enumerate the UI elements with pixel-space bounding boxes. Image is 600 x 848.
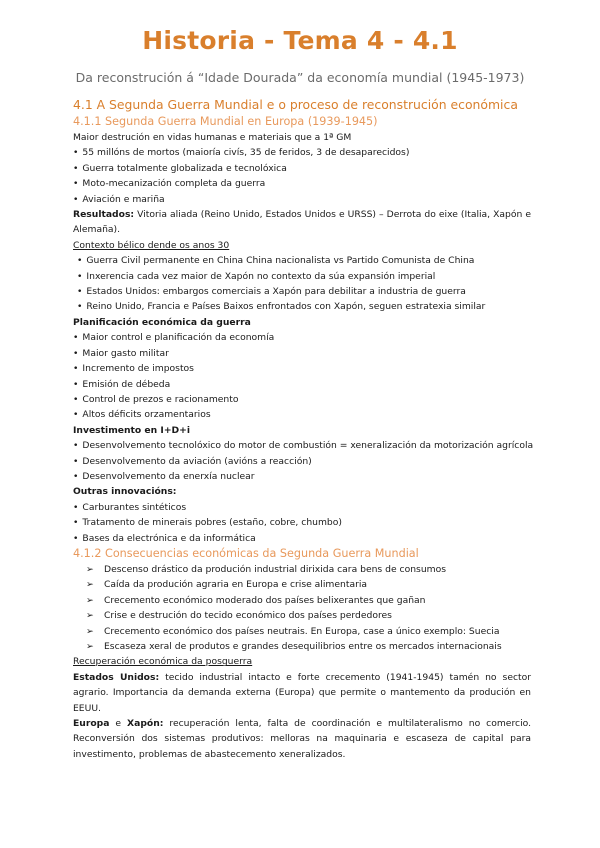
planning-heading: Planificación económica da guerra: [73, 316, 251, 328]
context-heading: Contexto bélico dende os anos 30: [73, 239, 230, 251]
japan-label: Xapón:: [127, 718, 164, 730]
arrow-bullet-icon: ➢: [86, 625, 94, 637]
arrow-bullet-icon: ➢: [86, 641, 94, 652]
list-item: • Incremento de impostos: [73, 361, 531, 376]
list-item: • Guerra Civil permanente en China China nacionalista vs Partido Comunista de China: [73, 253, 531, 268]
europe-and: e: [115, 718, 122, 730]
arrow-bullet-icon: ➢: [86, 610, 94, 622]
list-item: • Tratamento de minerais pobres (estaño, cobre, chumbo): [73, 515, 531, 530]
intro-text: Maior destrución en vidas humanas e materiais que a 1ª GM: [73, 132, 352, 143]
results-text: Vitoria aliada (Reino Unido, Estados Unidos e URSS) – Derrota do eixe (Italia, Xapón e Alemaña).: [73, 209, 531, 236]
usa-paragraph: [73, 670, 531, 716]
rd-heading: Investimento en I+D+i: [73, 424, 190, 436]
arrow-list-item: ➢ Descenso drástico da produción industrial dirixida cara bens de consumos: [73, 562, 531, 577]
results-label: Resultados:: [73, 209, 135, 221]
list-item: • Carburantes sintéticos: [73, 500, 531, 515]
list-item: • Maior gasto militar: [73, 346, 531, 361]
list-item: • Estados Unidos: embargos comerciais a Xapón para debilitar a industria de guerra: [73, 284, 531, 299]
usa-label: Estados Unidos:: [73, 671, 160, 683]
list-item: • Moto-mecanización completa da guerra: [73, 176, 531, 191]
usa-text: tecido industrial intacto e forte crecemento (1941-1945) tamén no sector agrario. Importancia da demanda externa (Europa) que permite o mantemento da produción en EEUU.: [73, 671, 532, 714]
arrow-bullet-icon: ➢: [86, 563, 94, 575]
list-item: • Desenvolvemento tecnolóxico do motor de combustión = xeneralización da motorización agrícola: [73, 438, 531, 453]
arrow-bullet-icon: ➢: [86, 594, 94, 606]
europe-paragraph: [73, 716, 531, 762]
recovery-heading: Recuperación económica da posguerra: [73, 656, 253, 668]
arrow-bullet-icon: ➢: [86, 579, 94, 591]
list-item: • Maior control e planificación da economía: [73, 330, 531, 345]
arrow-list-item: ➢ Crecemento económico moderado dos países belixerantes que gañan: [73, 593, 531, 608]
arrow-list-item: ➢ Escaseza xeral de produtos e grandes desequilibrios entre os mercados internacionais: [73, 639, 531, 654]
document-body: [73, 96, 534, 762]
document-subtitle: Da reconstrución á “Idade Dourada” da economía mundial (1945-1973): [75, 70, 525, 85]
section-heading-4-1: 4.1 A Segunda Guerra Mundial e o proceso de reconstrución económica: [73, 97, 518, 112]
list-item: • Guerra totalmente globalizada e tecnolóxica: [73, 161, 531, 176]
list-item: • Emisión de débeda: [73, 377, 531, 392]
innovations-heading: Outras innovacións:: [73, 486, 177, 498]
arrow-list-item: ➢ Crecemento económico dos países neutrais. En Europa, case a único exemplo: Suecia: [73, 624, 531, 639]
list-item: • Desenvolvemento da aviación (avións a reacción): [73, 454, 531, 469]
results-paragraph: [73, 207, 531, 238]
arrow-list-item: ➢ Crise e destrución do tecido económico dos países perdedores: [73, 608, 531, 623]
list-item: • Reino Unido, Francia e Países Baixos enfrontados con Xapón, seguen estratexia similar: [73, 299, 531, 314]
list-item: • Desenvolvemento da enerxía nuclear: [73, 469, 531, 484]
list-item: • Aviación e mariña: [73, 192, 531, 207]
arrow-list-item: ➢ Caída da produción agraria en Europa e crise alimentaria: [73, 577, 531, 592]
list-item: • 55 millóns de mortos (maioría civís, 35 de feridos, 3 de desaparecidos): [73, 145, 531, 160]
list-item: • Inxerencia cada vez maior de Xapón no contexto da súa expansión imperial: [73, 269, 531, 284]
list-item: • Bases da electrónica e da informática: [73, 531, 531, 546]
europe-text: recuperación lenta, falta de coordinación e multilateralismo no comercio. Reconversión dos sistemas produtivos: melloras na maquinaria e escaseza de capital para investimento, problemas de abastecemento xeneralizados.: [73, 718, 531, 760]
europe-label: Europa: [73, 718, 110, 730]
list-item: • Altos déficits orzamentarios: [73, 407, 531, 422]
list-item: • Control de prezos e racionamento: [73, 392, 531, 407]
document-title: Historia - Tema 4 - 4.1: [142, 26, 458, 55]
section-heading-4-1-1: 4.1.1 Segunda Guerra Mundial en Europa (1939-1945): [73, 115, 378, 128]
section-heading-4-1-2: 4.1.2 Consecuencias económicas da Segunda Guerra Mundial: [73, 546, 419, 560]
